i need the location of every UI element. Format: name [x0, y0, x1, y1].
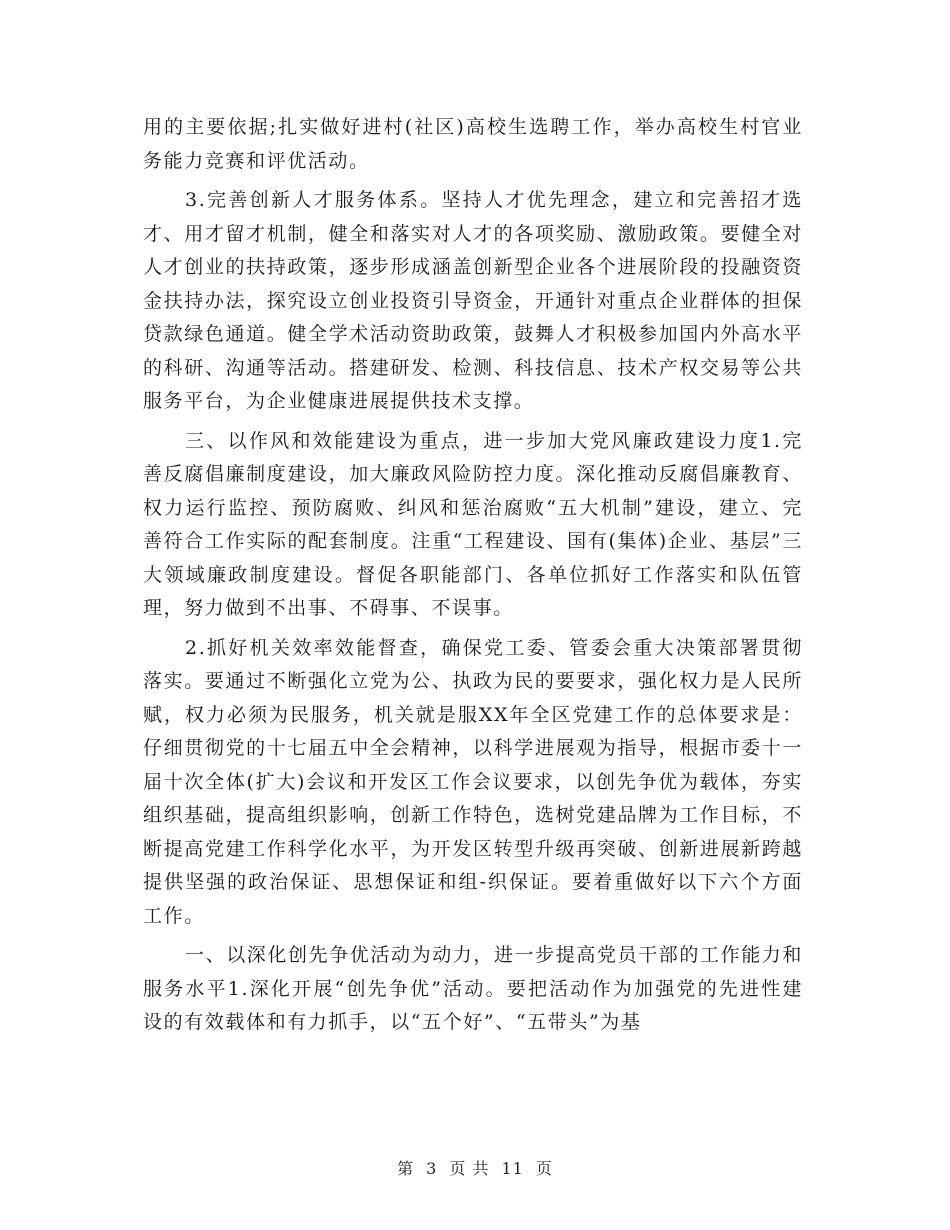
paragraph-3: 三、以作风和效能建设为重点，进一步加大党风廉政建设力度1.完善反腐倡廉制度建设，加大廉政风险防控力度。深化推动反腐倡廉教育、权力运行监控、预防腐败、纠风和惩治腐败“五大机制”建设，建立、完善符合工作实际的配套制度。注重“工程建设、国有(集体)企业、基层”三大领域廉政制度建设。督促各职能部门、各单位抓好工作落实和队伍管理，努力做到不出事、不碍事、不误事。: [143, 429, 803, 619]
paragraph-1: 用的主要依据;扎实做好进村(社区)高校生选聘工作，举办高校生村官业务能力竞赛和评优活动。: [143, 116, 803, 172]
footer-total-pages: 11: [501, 1159, 524, 1178]
paragraph-2: 3.完善创新人才服务体系。坚持人才优先理念，建立和完善招才选才、用才留才机制，健全和落实对人才的各项奖励、激励政策。要健全对人才创业的扶持政策，逐步形成涵盖创新型企业各个进展阶段的投融资资金扶持办法，探究设立创业投资引导资金，开通针对重点企业群体的担保贷款绿色通道。健全学术活动资助政策，鼓舞人才积极参加国内外高水平的科研、沟通等活动。搭建研发、检测、科技信息、技术产权交易等公共服务平台，为企业健康进展提供技术支撑。: [143, 189, 803, 412]
footer-current-page: 3: [426, 1159, 438, 1178]
page-footer: [0, 1156, 950, 1179]
paragraph-5: 一、以深化创先争优活动为动力，进一步提高党员干部的工作能力和服务水平1.深化开展“创先争优”活动。要把活动作为加强党的先进性建设的有效载体和有力抓手，以“五个好”、“五带头”为基: [143, 944, 804, 1033]
footer-middle: 页 共: [449, 1159, 490, 1178]
document-body: [143, 111, 803, 1040]
paragraph-4: 2.抓好机关效率效能督查，确保党工委、管委会重大决策部署贯彻落实。要通过不断强化立党为公、执政为民的要要求，强化权力是人民所赋，权力必须为民服务，机关就是服XX年全区党建工作的总体要求是：仔细贯彻党的十七届五中全会精神，以科学进展观为指导，根据市委十一届十次全体(扩大)会议和开发区工作会议要求，以创先争优为载体，夯实组织基础，提高组织影响，创新工作特色，选树党建品牌为工作目标，不断提高党建工作科学化水平，为开发区转型升级再突破、创新进展新跨越提供坚强的政治保证、思想保证和组-织保证。要着重做好以下六个方面工作。: [143, 636, 803, 927]
footer-suffix: 页: [535, 1159, 553, 1178]
footer-prefix: 第: [397, 1159, 415, 1178]
